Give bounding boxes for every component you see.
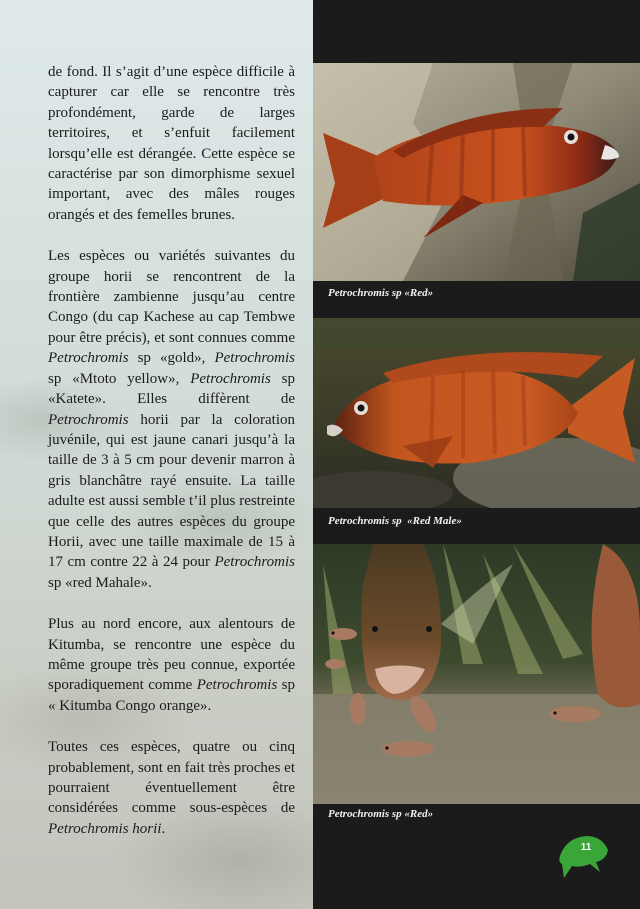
- text-run: sp « Kitumba Congo orange».: [48, 677, 295, 714]
- text-run: sp «Katete». Elles diffèrent de: [48, 370, 295, 408]
- text-run: .: [161, 820, 166, 837]
- text-run: Plus au nord encore, aux alentours de Kitumba, se rencontre une espèce du même groupe très peu connue, exportée sporadiquement comme: [48, 616, 295, 694]
- text-run: sp «gold»,: [128, 350, 215, 367]
- species-name: Petrochromis: [214, 350, 295, 367]
- article-paragraph: [48, 614, 295, 716]
- text-run: horii par la coloration juvénile, qui est jaune canari jusqu’à la taille de 3 à 5 cm pour devenir marron à gris blanchâtre rayé ensuite. La taille adulte est aussi semble t’il plus restreinte que celle des autres espèces du groupe Horii, avec une taille maximale de 15 à 17 cm contre 22 à 24 pour: [48, 411, 295, 571]
- text-run: sp «Mtoto yellow»,: [48, 370, 191, 387]
- article-paragraph: [48, 62, 295, 225]
- photo-caption: Petrochromis sp «Red»: [328, 808, 434, 820]
- fish-page-badge-icon: [556, 832, 610, 882]
- species-name: Petrochromis: [48, 350, 129, 367]
- text-run: Toutes ces espèces, quatre ou cinq probablement, sont en fait très proches et pourraient éventuellement être considérées comme sous-espèces de: [48, 739, 296, 817]
- fish-photo-red-group: [313, 544, 640, 804]
- text-run: de fond. Il s’agit d’une espèce difficile à capturer car elle se rencontre très profondément, garde de larges territoires, et s’enfuit facilement lorsqu’elle est dérangée. Cette espèce se caractérise par son dimorphisme sexuel important, avec des mâles rouges orangés et des femelles brunes.: [48, 64, 295, 223]
- photo-caption: Petrochromis sp «Red Male»: [328, 515, 462, 527]
- species-name: Petrochromis: [196, 677, 278, 694]
- article-body: [48, 62, 295, 860]
- species-name: Petrochromis: [48, 411, 129, 428]
- photo-column: [313, 0, 640, 909]
- text-run: sp «red Mahale».: [48, 574, 152, 591]
- photo-caption: Petrochromis sp «Red»: [328, 287, 434, 299]
- text-run: Les espèces ou variétés suivantes du groupe horii se rencontrent de la frontière zambienne jusqu’au centre Congo (du cap Kachese au cap Tembwe pour être précis), et sont connues comme: [48, 248, 295, 346]
- species-name: Petrochromis: [190, 370, 271, 387]
- fish-photo-red: [313, 63, 640, 281]
- page-number: 11: [580, 842, 592, 853]
- article-paragraph: [48, 246, 295, 593]
- species-name: Petrochromis horii: [48, 820, 162, 837]
- species-name: Petrochromis: [214, 554, 295, 571]
- fish-photo-red-male: [313, 318, 640, 508]
- article-paragraph: [48, 737, 295, 839]
- text-column: [0, 0, 313, 909]
